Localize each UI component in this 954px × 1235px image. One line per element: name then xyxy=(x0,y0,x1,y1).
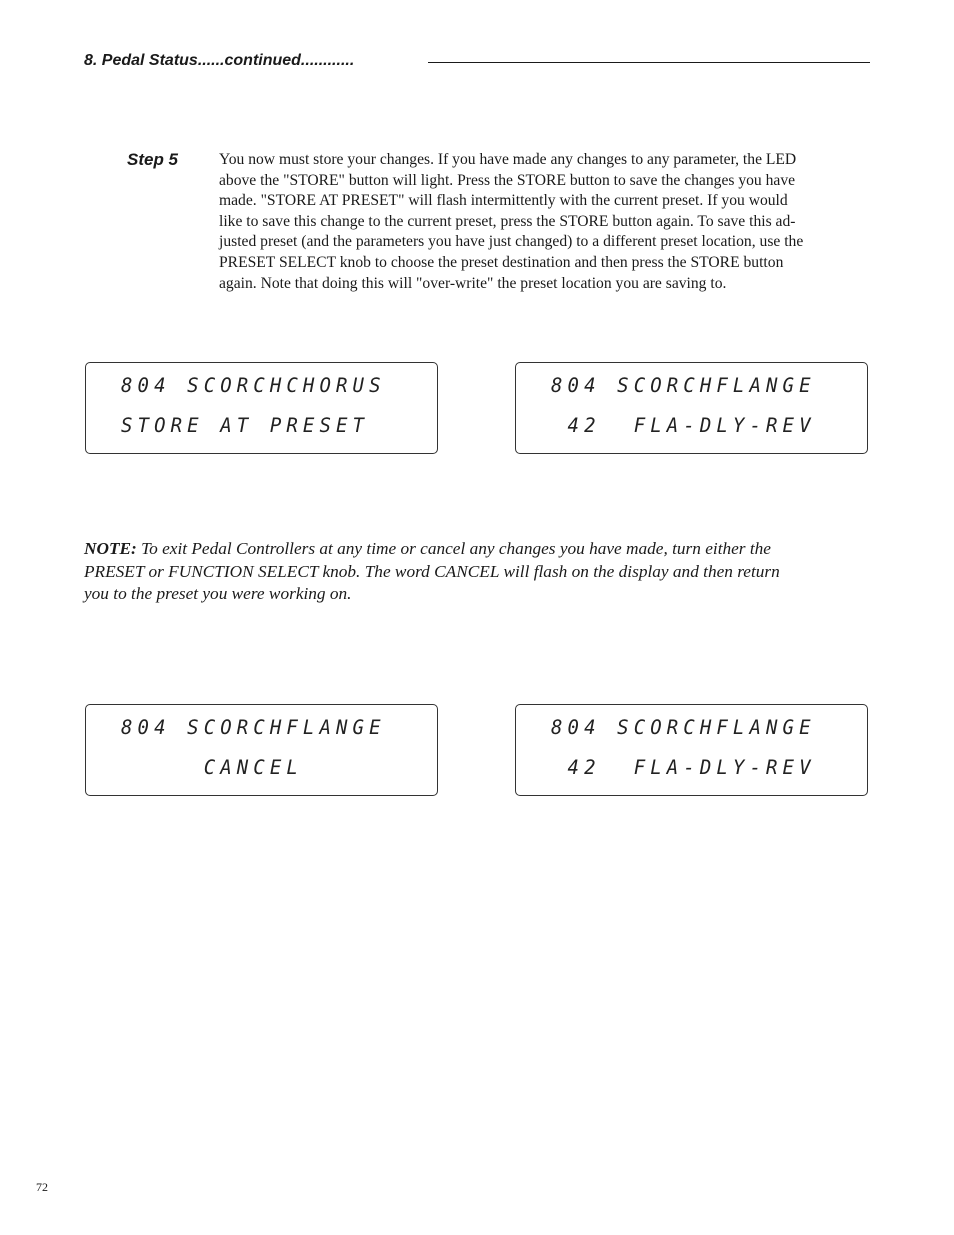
page-number: 72 xyxy=(36,1180,48,1194)
step-body xyxy=(219,150,867,294)
lcd-line-2: CANCEL xyxy=(121,756,303,780)
lcd-display-current-preset xyxy=(515,362,868,454)
step-body-line: above the "STORE" button will light. Press the STORE button to save the changes you have xyxy=(219,171,796,189)
note-label: NOTE: xyxy=(84,539,137,558)
lcd-display-store-at-preset xyxy=(85,362,438,454)
header-rule xyxy=(428,62,870,63)
lcd-line-1: 804 SCORCHFLANGE xyxy=(551,374,816,398)
step-body-line: PRESET SELECT knob to choose the preset destination and then press the STORE button xyxy=(219,253,784,271)
lcd-line-2: 42 FLA-DLY-REV xyxy=(551,756,816,780)
lcd-line-2: STORE AT PRESET xyxy=(121,414,370,438)
lcd-line-1: 804 SCORCHFLANGE xyxy=(551,716,816,740)
note-text: To exit Pedal Controllers at any time or cancel any changes you have made, turn either the xyxy=(136,539,771,558)
section-header: 8. Pedal Status......continued............ xyxy=(84,52,355,69)
lcd-display-returned-preset xyxy=(515,704,868,796)
lcd-line-2: 42 FLA-DLY-REV xyxy=(551,414,816,438)
step-label: Step 5 xyxy=(127,150,179,169)
lcd-line-1: 804 SCORCHCHORUS xyxy=(121,374,386,398)
note-line: you to the preset you were working on. xyxy=(84,584,352,604)
lcd-display-cancel xyxy=(85,704,438,796)
note-line xyxy=(84,538,874,561)
note-paragraph xyxy=(84,538,874,606)
step-body-line: like to save this change to the current preset, press the STORE button again. To save this ad- xyxy=(219,212,796,230)
step-body-line: again. Note that doing this will "over-write" the preset location you are saving to. xyxy=(219,274,727,292)
step-body-line: You now must store your changes. If you have made any changes to any parameter, the LED xyxy=(219,151,797,168)
note-line: PRESET or FUNCTION SELECT knob. The word CANCEL will flash on the display and then return xyxy=(84,561,780,581)
lcd-line-1: 804 SCORCHFLANGE xyxy=(121,716,386,740)
step-body-line: justed preset (and the parameters you have just changed) to a different preset location, use the xyxy=(219,233,804,251)
step-body-line: made. "STORE AT PRESET" will flash intermittently with the current preset. If you would xyxy=(219,192,788,210)
